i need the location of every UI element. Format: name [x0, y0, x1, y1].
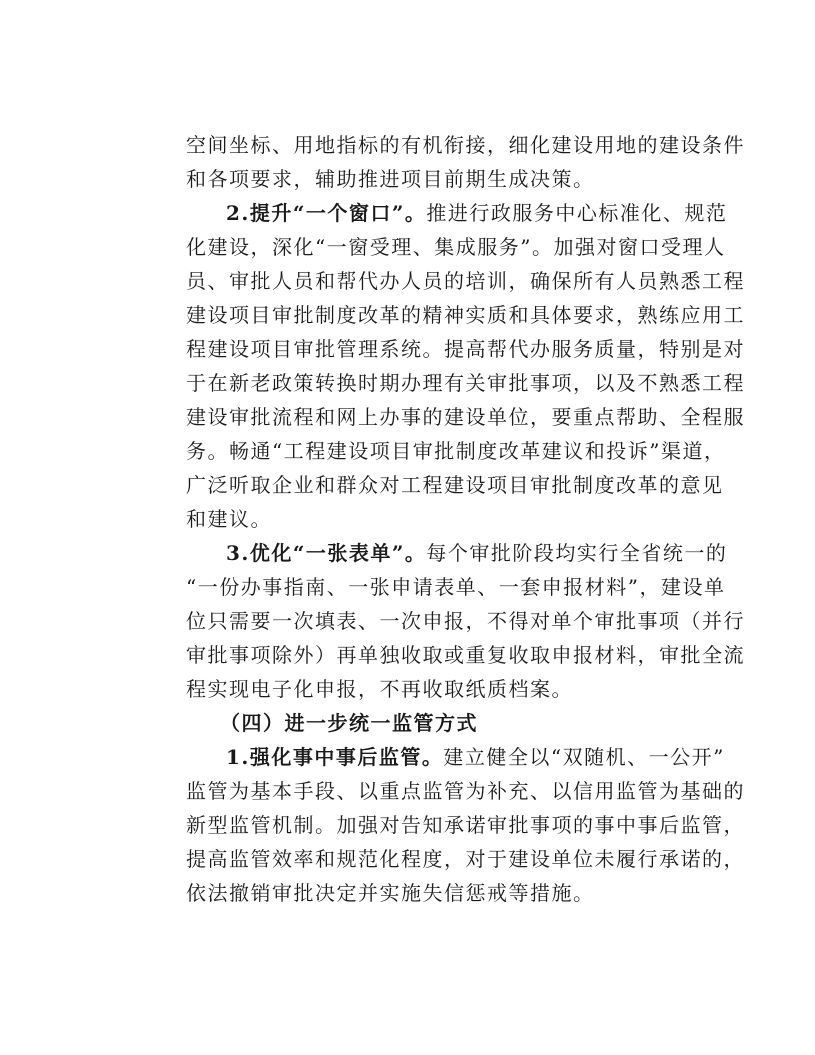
text-line: 监管为基本手段、以重点监管为补充、以信用监管为基础的 — [186, 779, 745, 803]
text-line: 位只需要一次填表、一次申报，不得对单个审批事项（并行 — [186, 609, 745, 633]
text-line: 广泛听取企业和群众对工程建设项目审批制度改革的意见 — [186, 473, 724, 497]
text-line: 和建议。 — [186, 507, 272, 531]
text-line: 新型监管机制。加强对告知承诺审批事项的事中事后监管， — [186, 813, 745, 837]
text-line: 员、审批人员和帮代办人员的培训，确保所有人员熟悉工程 — [186, 269, 745, 293]
item-heading: 3.优化“一张表单”。 — [226, 541, 427, 565]
text-line: 务。畅通“工程建设项目审批制度改革建议和投诉”渠道， — [186, 439, 726, 463]
text-line — [186, 536, 728, 570]
text-line: 和各项要求，辅助推进项目前期生成决策。 — [186, 167, 595, 191]
text-line: 建设审批流程和网上办事的建设单位，要重点帮助、全程服 — [186, 405, 745, 429]
item-heading: 1.强化事中事后监管。 — [226, 745, 444, 769]
text-line — [186, 196, 728, 230]
text-line — [186, 740, 725, 774]
text-line: 依法撤销审批决定并实施失信惩戒等措施。 — [186, 881, 595, 905]
text-line: 于在新老政策转换时期办理有关审批事项，以及不熟悉工程 — [186, 371, 745, 395]
text-line: 程实现电子化申报，不再收取纸质档案。 — [186, 677, 573, 701]
text-span: 推进行政服务中心标准化、规范 — [426, 201, 728, 225]
text-span: 建立健全以“双随机、一公开” — [443, 745, 725, 769]
text-line: 提高监管效率和规范化程度，对于建设单位未履行承诺的， — [186, 847, 745, 871]
item-heading: 2.提升“一个窗口”。 — [226, 201, 427, 225]
text-line: “一份办事指南、一张申请表单、一套申报材料”，建设单 — [186, 575, 726, 599]
text-span: 每个审批阶段均实行全省统一的 — [426, 541, 728, 565]
document-body — [186, 128, 745, 910]
section-heading: （四）进一步统一监管方式 — [220, 711, 478, 735]
text-line: 建设项目审批制度改革的精神实质和具体要求，熟练应用工 — [186, 303, 745, 327]
text-line: 程建设项目审批管理系统。提高帮代办服务质量，特别是对 — [186, 337, 745, 361]
text-line: 审批事项除外）再单独收取或重复收取申报材料，审批全流 — [186, 643, 745, 667]
text-line: 空间坐标、用地指标的有机衔接，细化建设用地的建设条件 — [186, 133, 745, 157]
text-line: 化建设，深化“一窗受理、集成服务”。加强对窗口受理人 — [186, 235, 726, 259]
